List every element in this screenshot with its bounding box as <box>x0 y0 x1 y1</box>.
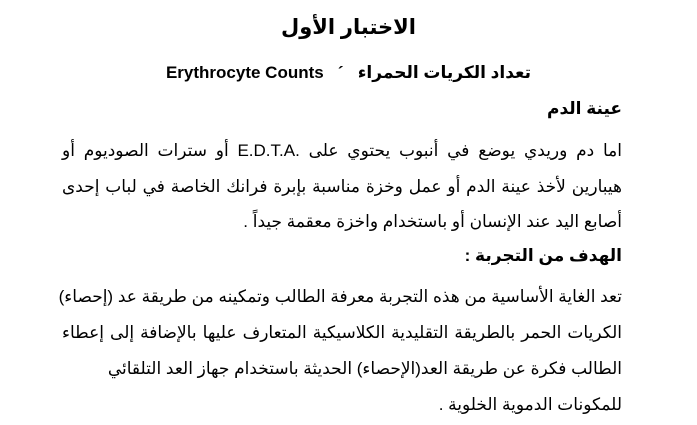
section-heading-objective: الهدف من التجربة : <box>464 246 622 265</box>
subtitle-arabic: تعداد الكريات الحمراء <box>357 63 532 82</box>
paragraph-line: اما دم وريدي يوضع في أنبوب يحتوي على .E.D.T.A أو سترات الصوديوم أو <box>62 141 622 160</box>
document-title: الاختبار الأول <box>280 16 417 39</box>
paragraph-line: هيبارين لأخذ عينة الدم أو عمل وخزة مناسبة بإبرة فرانك الخاصة في لباب إحدى <box>62 177 622 196</box>
paragraph-line: أصابع اليد عند الإنسان أو باستخدام واخزة معقمة جيداً . <box>243 212 622 231</box>
subtitle-mark: ´ <box>337 63 344 82</box>
document-subtitle <box>0 60 697 86</box>
paragraph-line: الطالب فكرة عن طريقة العد(الإحصاء) الحديثة باستخدام جهاز العد التلقائي <box>107 359 622 378</box>
paragraph-line: تعد الغاية الأساسية من هذه التجربة معرفة الطالب وتمكينه من طريقة عد (إحصاء) <box>58 287 622 306</box>
paragraph-line: للمكونات الدموية الخلوية . <box>438 395 622 414</box>
section-heading-blood-sample: عينة الدم <box>546 99 622 118</box>
paragraph-line: الكريات الحمر بالطريقة التقليدية الكلاسيكية المتعارف عليها بالإضافة إلى إعطاء <box>62 323 622 342</box>
subtitle-english: Erythrocyte Counts <box>165 63 324 82</box>
